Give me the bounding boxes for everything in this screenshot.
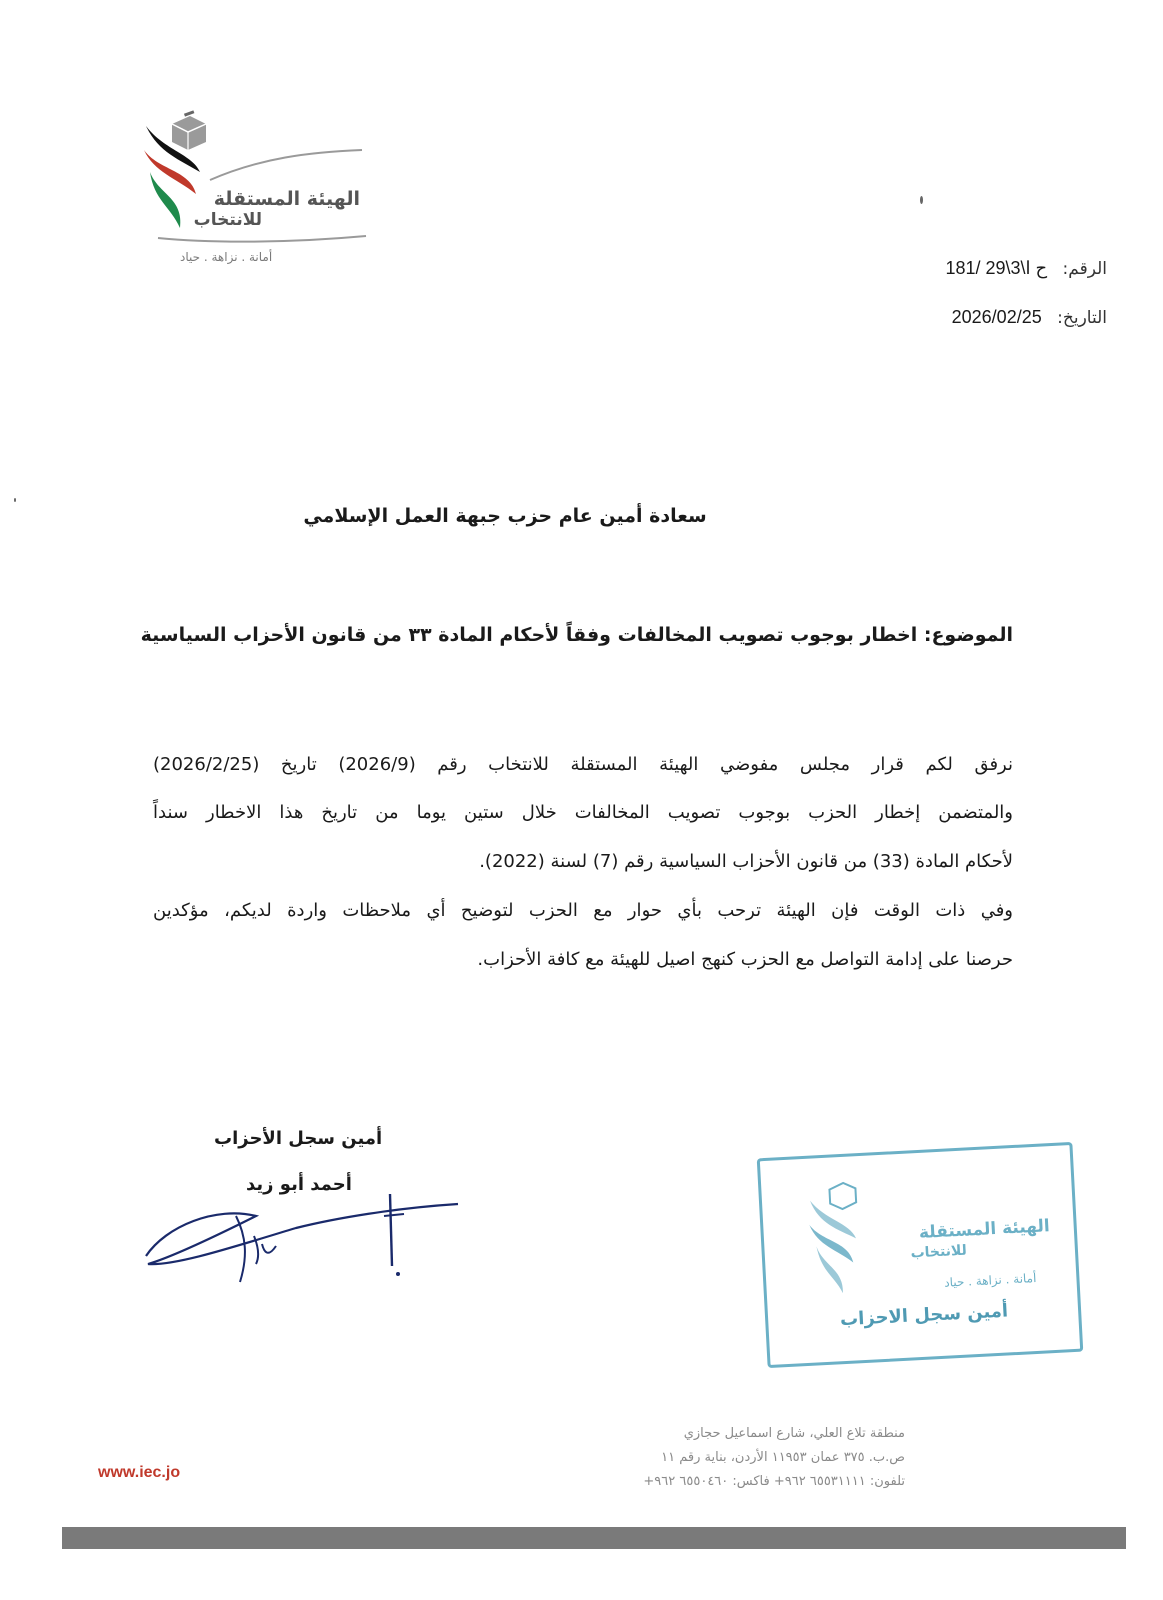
logo-motto: أمانة . نزاهة . حياد bbox=[180, 250, 273, 264]
reference-value: 181/ 29\3\ح ا bbox=[945, 258, 1048, 278]
stamp-name-line1: الهيئة المستقلة bbox=[918, 1216, 1051, 1244]
date-label: التاريخ: bbox=[1057, 308, 1107, 328]
address-line: منطقة تلاع العلي، شارع اسماعيل حجازي bbox=[683, 1426, 905, 1441]
signatory-title: أمين سجل الأحزاب bbox=[214, 1128, 383, 1149]
stamp-office: أمين سجل الاحزاب bbox=[839, 1300, 1009, 1331]
body-line: نرفق لكم قرار مجلس مفوضي الهيئة المستقلة للانتخاب رقم (2026/9) تاريخ (2026/2/25) bbox=[153, 754, 1014, 775]
website-link[interactable]: www.iec.jo bbox=[98, 1464, 181, 1481]
body-line: لأحكام المادة (33) من قانون الأحزاب السياسية رقم (7) لسنة (2022). bbox=[479, 851, 1013, 872]
subject: الموضوع: اخطار بوجوب تصويب المخالفات وفقاً لأحكام المادة ٣٣ من قانون الأحزاب السياسية bbox=[140, 624, 1013, 646]
stamp-emblem-icon bbox=[803, 1177, 879, 1300]
handwritten-signature bbox=[136, 1186, 466, 1296]
iec-logo bbox=[140, 110, 380, 280]
signatory-name: أحمد أبو زيد bbox=[246, 1174, 352, 1195]
scan-speck bbox=[14, 498, 16, 502]
address-line: تلفون: ٦٥٥٣١١١١ ٩٦٢+ فاكس: ٦٥٥٠٤٦٠ ٩٦٢+ bbox=[643, 1474, 905, 1489]
reference-label: الرقم: bbox=[1062, 259, 1107, 279]
recipient: سعادة أمين عام حزب جبهة العمل الإسلامي bbox=[303, 505, 707, 527]
scan-speck bbox=[920, 196, 923, 204]
body-line: والمتضمن إخطار الحزب بوجوب تصويب المخالفات خلال ستين يوما من تاريخ هذا الاخطار سنداً bbox=[153, 802, 1013, 823]
body-line: حرصنا على إدامة التواصل مع الحزب كنهج اصيل للهيئة مع كافة الأحزاب. bbox=[477, 949, 1013, 970]
body-line: وفي ذات الوقت فإن الهيئة ترحب بأي حوار مع الحزب لتوضيح أي ملاحظات واردة لديكم، مؤكدين bbox=[153, 900, 1013, 921]
footer-bar bbox=[62, 1527, 1126, 1549]
stamp-motto: أمانة . نزاهة . حياد bbox=[943, 1270, 1037, 1290]
logo-name-line1: الهيئة المستقلة bbox=[213, 188, 360, 210]
official-stamp bbox=[757, 1142, 1084, 1368]
address-line: ص.ب. ٣٧٥ عمان ١١٩٥٣ الأردن، بناية رقم ١١ bbox=[661, 1450, 905, 1465]
logo-name-line2: للانتخاب bbox=[193, 210, 262, 230]
reference-row bbox=[945, 258, 1107, 279]
stamp-name-line2: للانتخاب bbox=[910, 1242, 968, 1262]
date-value: 2026/02/25 bbox=[951, 307, 1042, 327]
date-row bbox=[952, 307, 1107, 328]
